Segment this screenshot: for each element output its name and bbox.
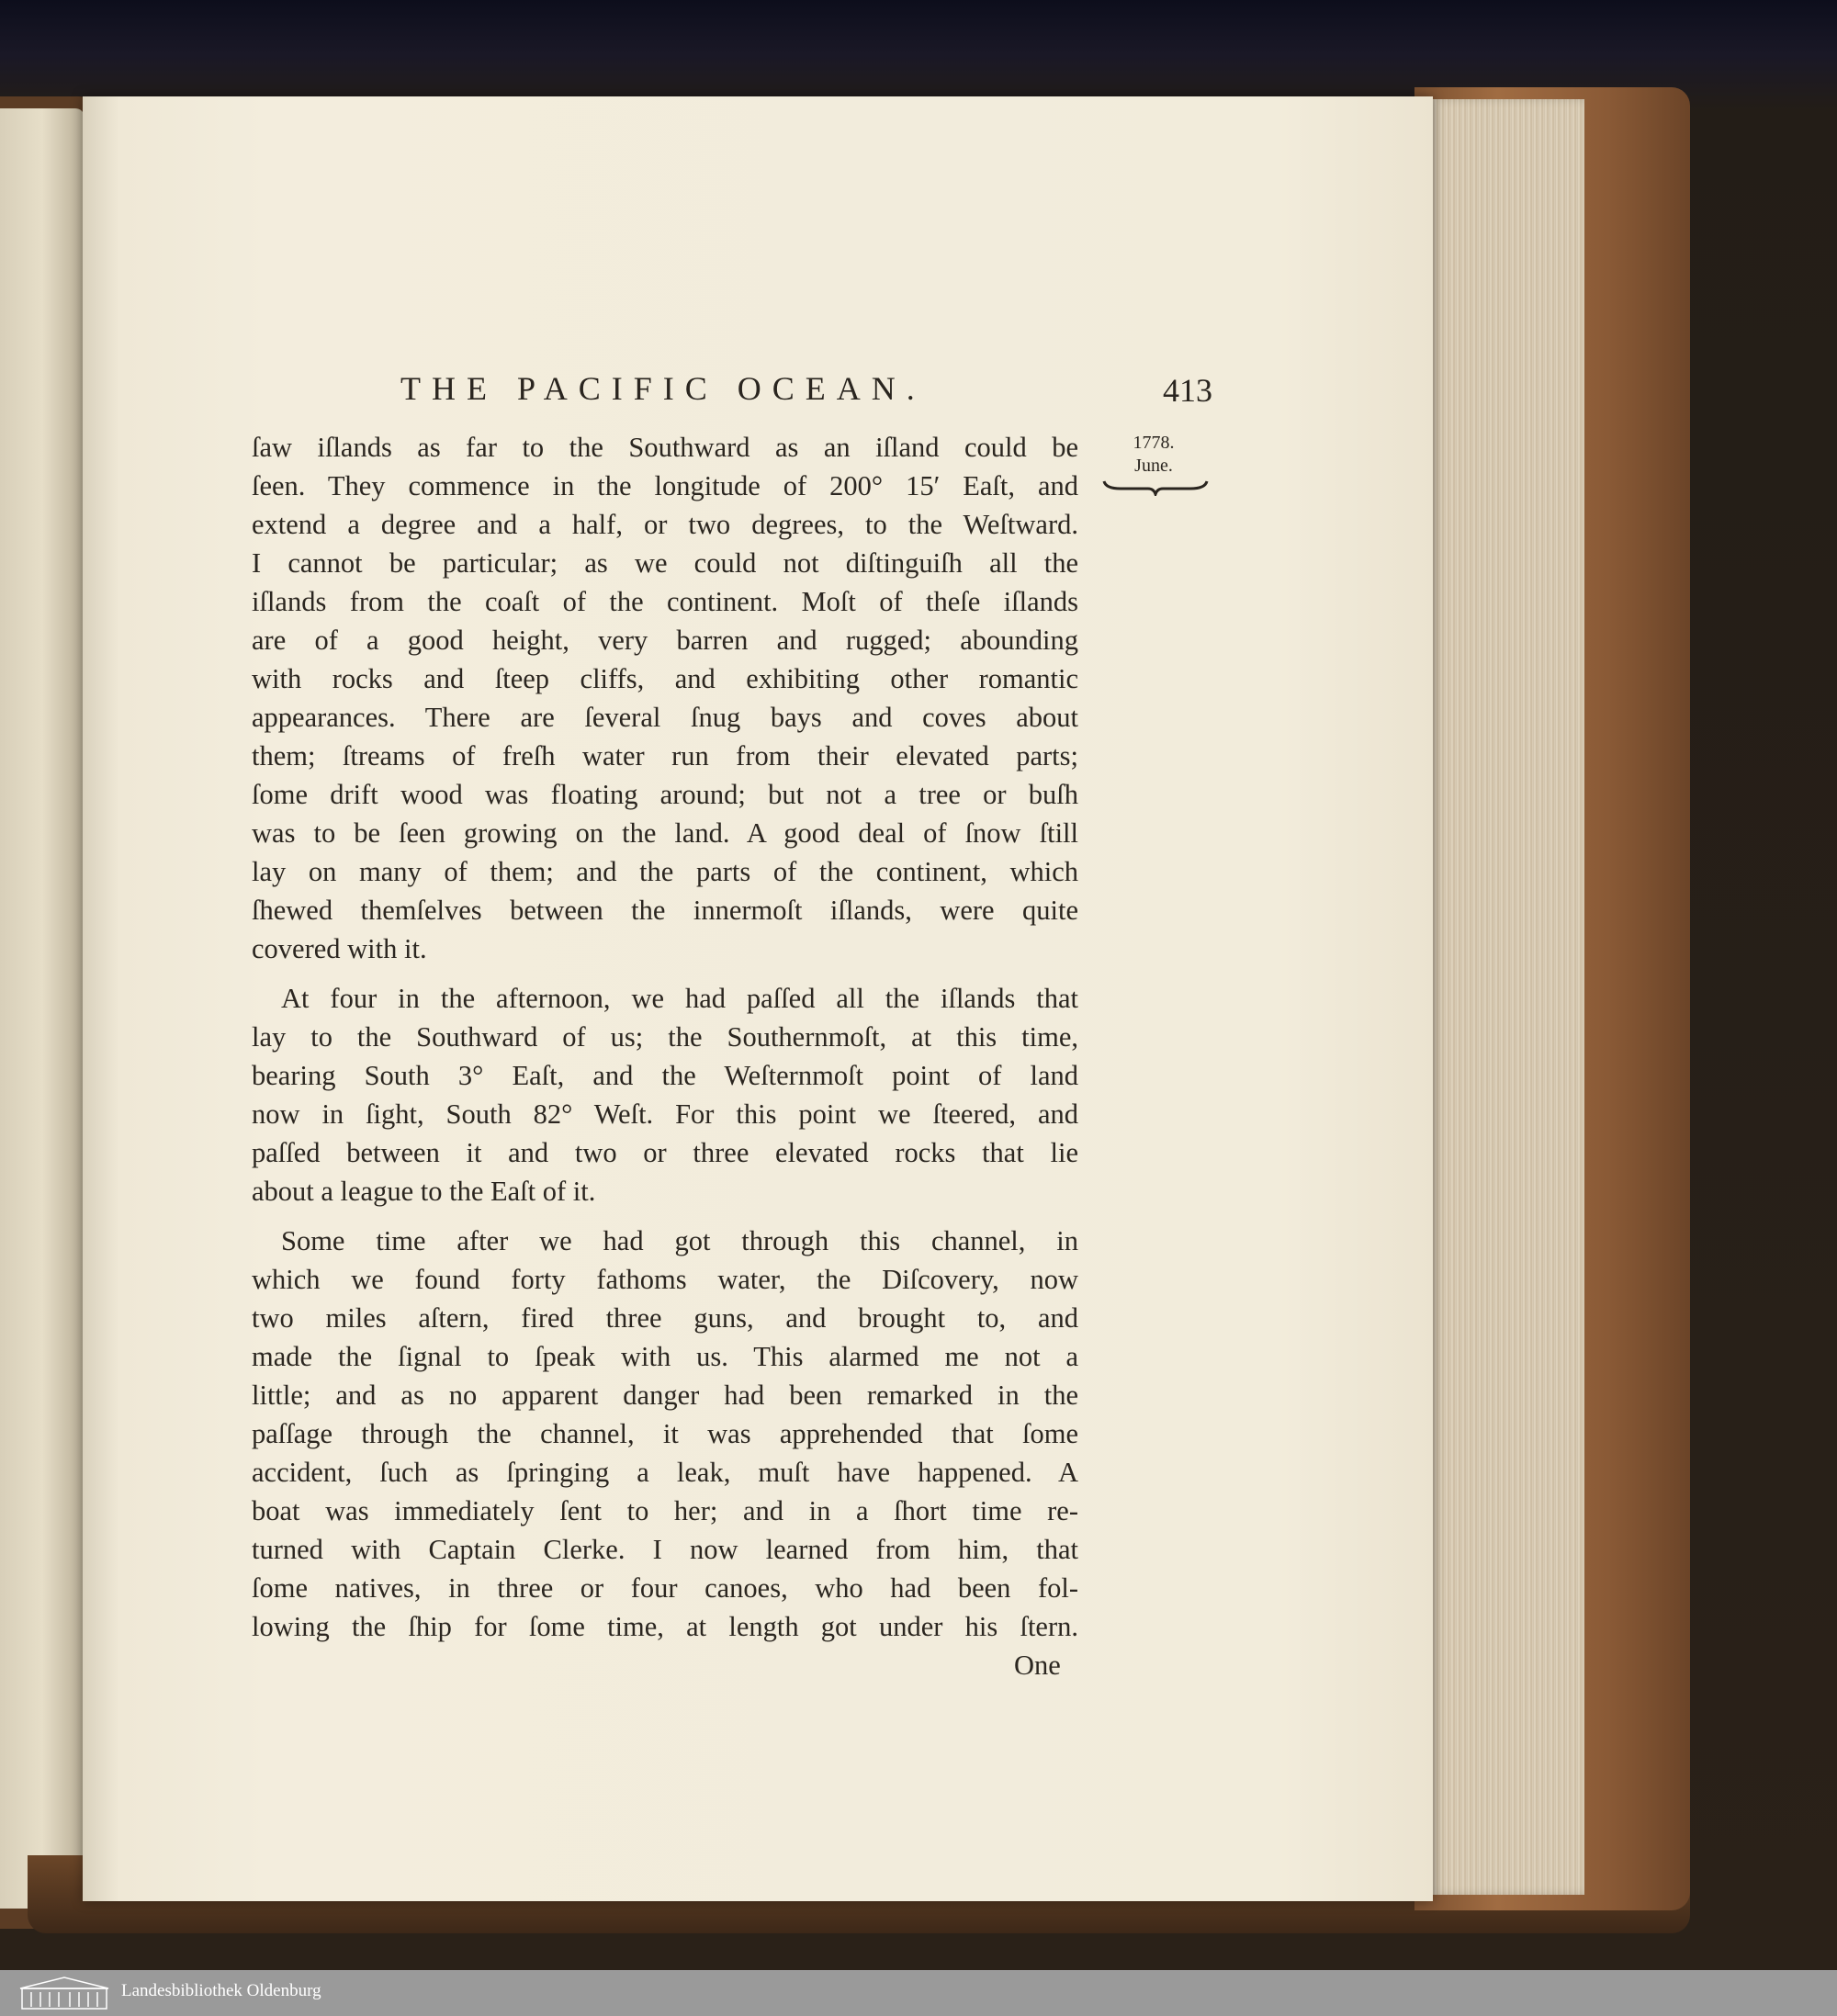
- text-line: made the ſignal to ſpeak with us. This alarmed me not a: [252, 1341, 1078, 1372]
- page-block-edges: [1428, 99, 1584, 1895]
- text-line: ſome drift wood was floating around; but not a tree or buſh: [252, 779, 1078, 810]
- margin-note-year: 1778.: [1133, 433, 1175, 453]
- text-line: with rocks and ſteep cliffs, and exhibiting other romantic: [252, 663, 1078, 694]
- text-line: appearances. There are ſeveral ſnug bays and coves about: [252, 702, 1078, 733]
- text-line: paſſage through the channel, it was apprehended that ſome: [252, 1418, 1078, 1449]
- text-line: ſaw iſlands as far to the Southward as an iſland could be: [252, 432, 1078, 463]
- margin-note: [1128, 432, 1179, 478]
- text-line: them; ſtreams of freſh water run from their elevated parts;: [252, 740, 1078, 771]
- margin-note-month: June.: [1134, 456, 1173, 476]
- text-line: now in ſight, South 82° Weſt. For this point we ſteered, and: [252, 1098, 1078, 1130]
- footer-library-name: Landesbibliothek Oldenburg: [121, 1981, 321, 2000]
- text-line: ſeen. They commence in the longitude of 200° 15′ Eaſt, and: [252, 470, 1078, 501]
- footer-bar: [0, 1970, 1837, 2016]
- text-line: One: [1014, 1650, 1061, 1681]
- text-line: lowing the ſhip for ſome time, at length got under his ſtern.: [252, 1611, 1078, 1642]
- brace-icon: [1102, 478, 1209, 496]
- running-head: THE PACIFIC OCEAN.: [400, 370, 926, 407]
- text-line: accident, ſuch as ſpringing a leak, muſt have happened. A: [252, 1457, 1078, 1488]
- text-line: covered with it.: [252, 933, 427, 964]
- text-line: bearing South 3° Eaſt, and the Weſternmoſt point of land: [252, 1060, 1078, 1091]
- text-line: ſome natives, in three or four canoes, who had been fol-: [252, 1572, 1078, 1604]
- text-line: I cannot be particular; as we could not diſtinguiſh all the: [252, 547, 1078, 579]
- text-line: about a league to the Eaſt of it.: [252, 1176, 596, 1207]
- text-line: extend a degree and a half, or two degrees, to the Weſtward.: [252, 509, 1078, 540]
- text-line: boat was immediately ſent to her; and in a ſhort time re-: [252, 1495, 1078, 1526]
- text-line: ſhewed themſelves between the innermoſt iſlands, were quite: [252, 895, 1078, 926]
- text-line: turned with Captain Clerke. I now learned from him, that: [252, 1534, 1078, 1565]
- text-line: little; and as no apparent danger had been remarked in the: [252, 1380, 1078, 1411]
- text-line: two miles aſtern, fired three guns, and brought to, and: [252, 1302, 1078, 1334]
- text-line: was to be ſeen growing on the land. A good deal of ſnow ſtill: [252, 817, 1078, 849]
- text-line: paſſed between it and two or three elevated rocks that lie: [252, 1137, 1078, 1168]
- page-number: 413: [1163, 372, 1212, 409]
- text-line: which we found forty fathoms water, the Diſcovery, now: [252, 1264, 1078, 1295]
- library-building-logo-icon: [18, 1976, 110, 2010]
- text-line: are of a good height, very barren and rugged; abounding: [252, 625, 1078, 656]
- text-line: lay to the Southward of us; the Southernmoſt, at this time,: [252, 1021, 1078, 1053]
- text-line: Some time after we had got through this channel, in: [281, 1225, 1078, 1256]
- text-line: At four in the afternoon, we had paſſed all the iſlands that: [281, 983, 1078, 1014]
- text-line: lay on many of them; and the parts of the continent, which: [252, 856, 1078, 887]
- text-line: iſlands from the coaſt of the continent. Moſt of theſe iſlands: [252, 586, 1078, 617]
- left-page-edge: [0, 108, 85, 1909]
